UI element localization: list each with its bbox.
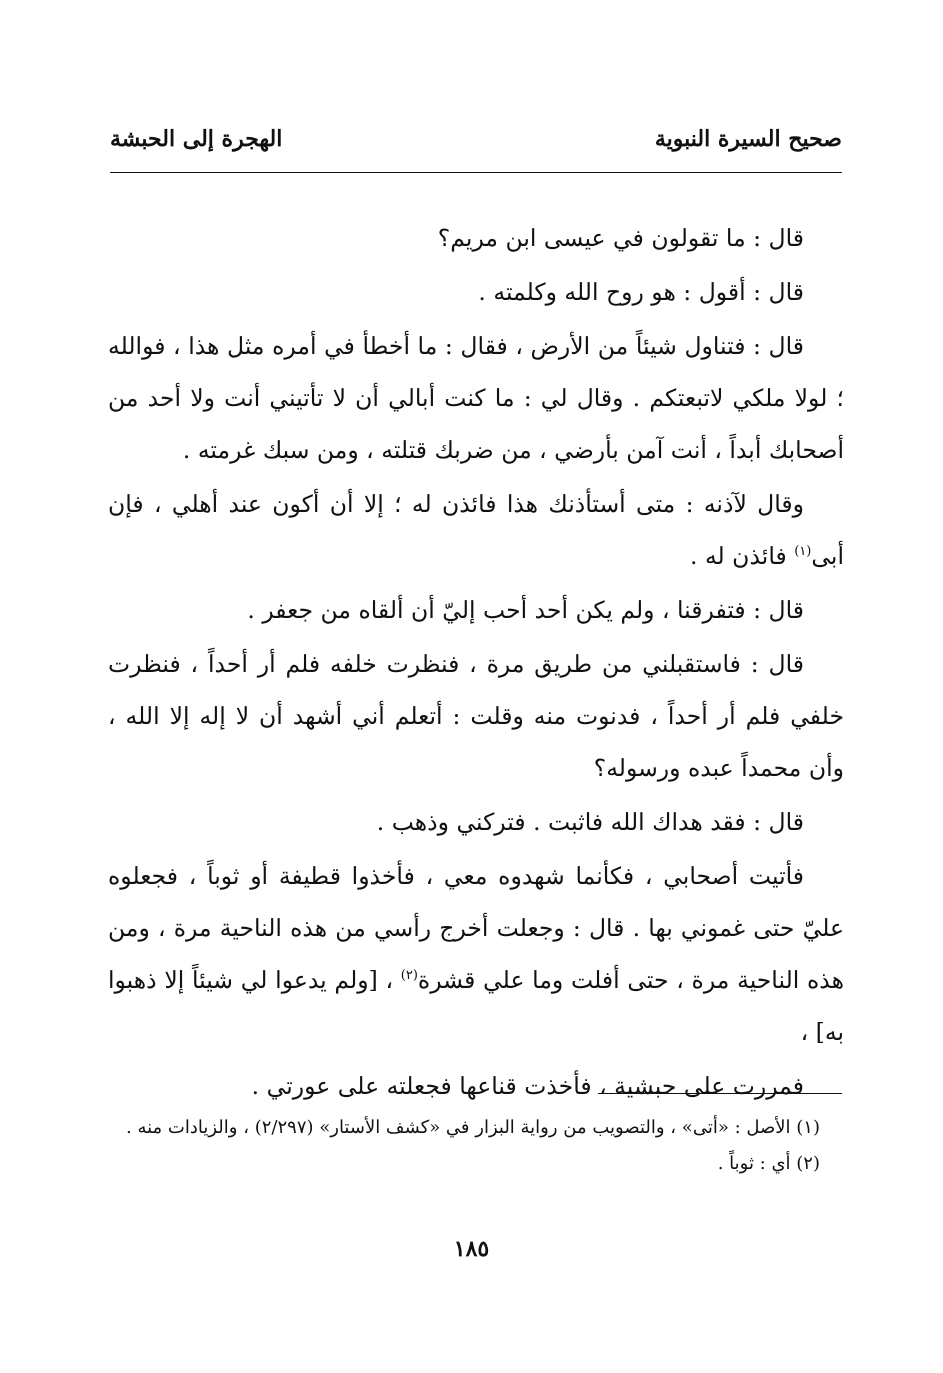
chapter-title: الهجرة إلى الحبشة (110, 126, 283, 152)
paragraph: قال : فاستقبلني من طريق مرة ، فنظرت خلفه فلم أر أحداً ، فنظرت خلفي فلم أر أحداً ، فدنوت منه وقلت : أتعلم أني أشهد أن لا إله إلا الله ، وأن محمداً عبده ورسوله؟ (108, 650, 844, 782)
paragraph: قال : أقول : هو روح الله وكلمته . (478, 278, 804, 306)
footnote: (٢) أي : ثوباً . (717, 1153, 820, 1174)
header-divider (110, 172, 842, 173)
paragraph: قال : ما تقولون في عيسى ابن مريم؟ (437, 224, 804, 252)
footnote-divider (598, 1093, 842, 1094)
paragraph: فمررت على حبشية ، فأخذت قناعها فجعلته على عورتي . (251, 1072, 804, 1100)
running-header (110, 126, 842, 166)
footnote: (١) الأصل : «أتى» ، والتصويب من رواية البزار في «كشف الأستار» (٢/٢٩٧) ، والزيادات منه . (126, 1117, 820, 1138)
paragraph: قال : فقد هداك الله فاثبت . فتركني وذهب . (376, 808, 804, 836)
paragraph: فأتيت أصحابي ، فكأنما شهدوه معي ، فأخذوا قطيفة أو ثوباً ، فجعلوه عليّ حتى غموني بها . قال : وجعلت أخرج رأسي من هذه الناحية مرة ، ومن هذه الناحية مرة ، حتى أفلت وما علي قشرة$^{(٢)}$ ، [ولم يدعوا لي شيئاً إلا ذهبوا به] ، (108, 862, 844, 1046)
paragraph: وقال لآذنه : متى أستأذنك هذا فائذن له ؛ إلا أن أكون عند أهلي ، فإن أبى$^{(١)}$ فائذن له . (108, 490, 844, 570)
page-number: ١٨٥ (453, 1236, 490, 1262)
footnotes (108, 1110, 820, 1182)
paragraph: قال : فتناول شيئاً من الأرض ، فقال : ما أخطأ في أمره مثل هذا ، فوالله ؛ لولا ملكي لاتبعتكم . وقال لي : ما كنت أبالي أن لا تأتيني أنت ولا أحد من أصحابك أبداً ، أنت آمن بأرضي ، من ضربك قتلته ، ومن سبك غرمته . (108, 332, 844, 464)
footnote-marker[interactable]: (٢) (400, 968, 418, 984)
paragraph: قال : فتفرقنا ، ولم يكن أحد أحب إليّ أن ألقاه من جعفر . (247, 596, 804, 624)
main-text (108, 212, 844, 1114)
footnote-marker[interactable]: (١) (794, 544, 812, 560)
book-title: صحيح السيرة النبوية (654, 126, 842, 152)
